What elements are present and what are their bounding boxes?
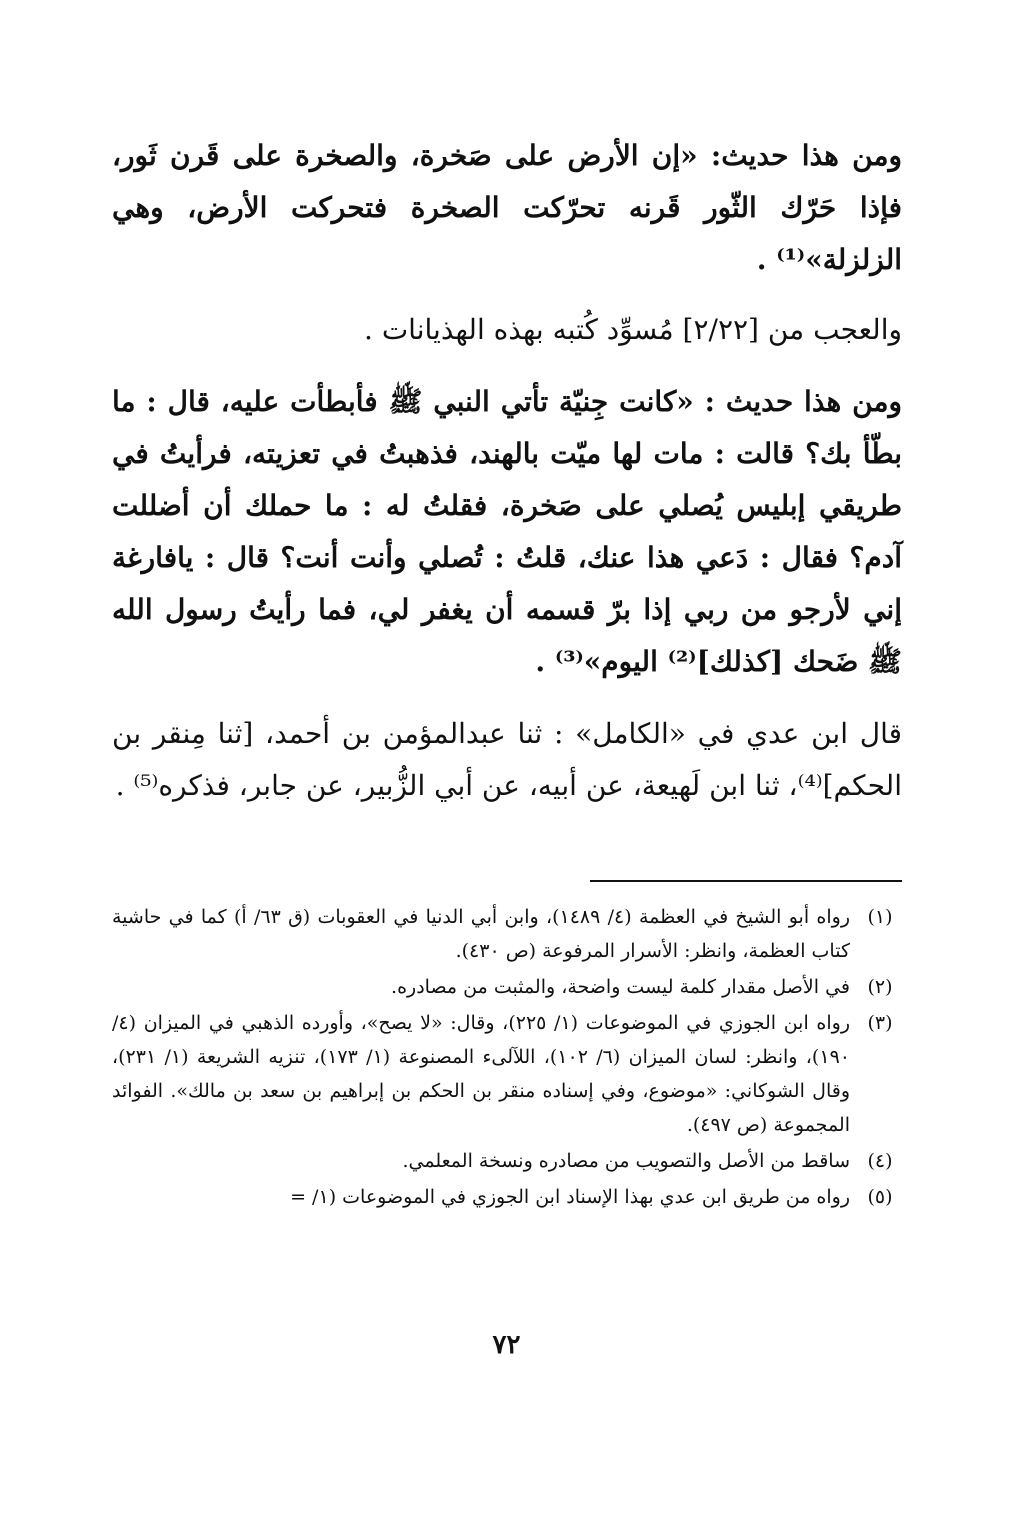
footnote-number: (١): [867, 906, 893, 928]
footnote-text: رواه ابن الجوزي في الموضوعات (١/ ٢٢٥)، وقال: «لا يصح»، وأورده الذهبي في الميزان (٤/ ١٩٠)، وانظر: لسان الميزان (٦/ ١٠٢)، اللآلىء المصنوعة (١/ ١٧٣)، تنزيه الشريعة (١/ ٢٣١)، وقال الشوكاني: «موضوع، وفي إسناده منقر بن الحكم بن إبراهيم بن سعد بن مالك». الفوائد المجموعة (ص ٤٩٧).: [112, 1012, 850, 1136]
footnote-1: [112, 900, 902, 968]
footnote-number: (٤): [867, 1150, 893, 1172]
page-number: ٧٢: [492, 1330, 521, 1360]
footnote-number: (٣): [867, 1012, 893, 1034]
footnote-text: رواه أبو الشيخ في العظمة (٤/ ١٤٨٩)، وابن أبي الدنيا في العقوبات (ق ٦٣/ أ) كما في حاشية كتاب العظمة، وانظر: الأسرار المرفوعة (ص ٤٣٠).: [112, 906, 850, 962]
footnote-2: [112, 970, 902, 1004]
paragraph-jinn-hadith: ومن هذا حديث : «كانت جِنيّة تأتي النبي ﷺ فأبطأت عليه، قال : ما بطّأ بك؟ قالت : مات لها ميّت بالهند، فذهبتُ في تعزيته، فرأيتُ في طريقي إبليس يُصلي على صَخرة، فقلتُ له : ما حملك أن أضللت آدم؟ فقال : دَعي هذا عنك، قلتُ : تُصلي وأنت أنت؟ قال : يافارغة إني لأرجو من ربي إذا برّ قسمه أن يغفر لي، فما رأيتُ رسول الله ﷺ ضَحك [كذلك]⁽²⁾ اليوم»⁽³⁾ .: [112, 385, 902, 678]
footnote-divider: [590, 880, 902, 882]
footnote-text: ساقط من الأصل والتصويب من مصادره ونسخة المعلمي.: [402, 1150, 850, 1172]
footnote-4: [112, 1144, 902, 1178]
footnotes: [112, 900, 902, 1216]
footnote-5: [112, 1180, 902, 1214]
footnote-text: رواه من طريق ابن عدي بهذا الإسناد ابن الجوزي في الموضوعات (١/ =: [290, 1186, 850, 1208]
paragraph-isnad: قال ابن عدي في «الكامل» : ثنا عبدالمؤمن بن أحمد، [ثنا مِنقر بن الحكم]⁽⁴⁾، ثنا ابن لَهيعة، عن أبيه، عن أبي الزُّبير، عن جابر، فذكره⁽⁵⁾ .: [112, 717, 902, 802]
paragraph-earth-on-rock-hadith: ومن هذا حديث: «إن الأرض على صَخرة، والصخرة على قَرن ثَور، فإذا حَرّك الثّور قَرنه تحرّكت الصخرة فتحركت الأرض، وهي الزلزلة»⁽¹⁾ .: [112, 139, 902, 276]
paragraph-comment: والعجب من [٢/٢٢] مُسوِّد كُتبه بهذه الهذيانات .: [364, 313, 902, 346]
footnote-number: (٥): [867, 1186, 893, 1208]
footnote-text: في الأصل مقدار كلمة ليست واضحة، والمثبت من مصادره.: [391, 976, 850, 998]
footnote-number: (٢): [867, 976, 893, 998]
footnote-3: [112, 1006, 902, 1142]
main-text: [112, 130, 902, 812]
